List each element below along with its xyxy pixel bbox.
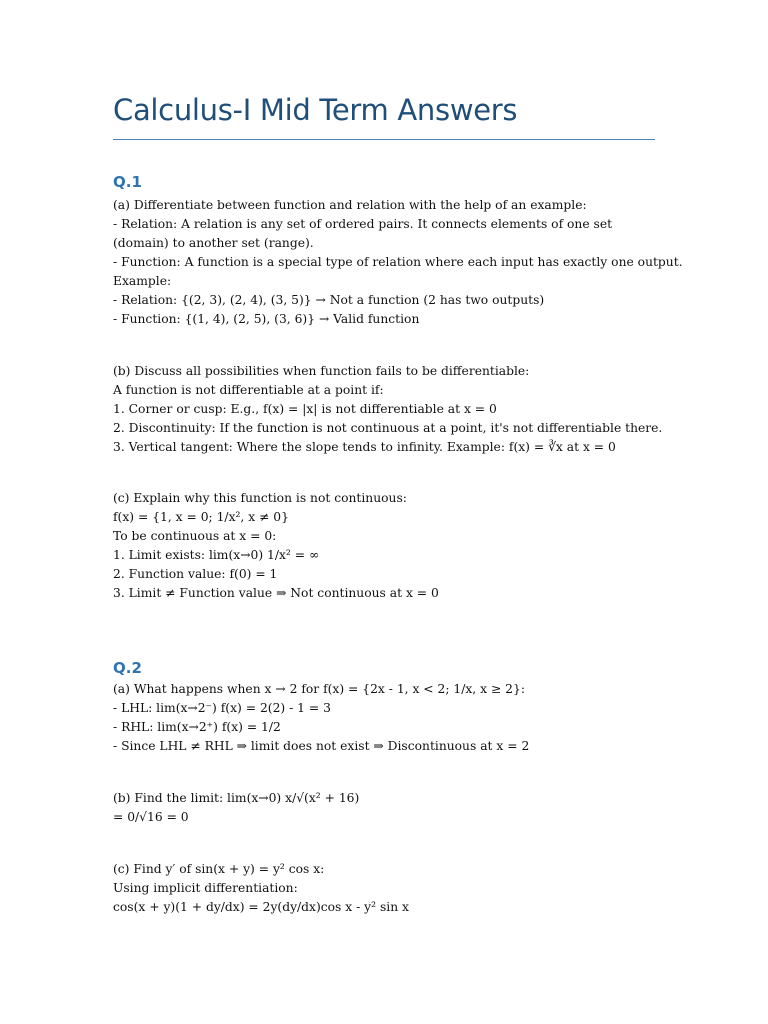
text-line: - Function: {(1, 4), (2, 5), (3, 6)} → Valid function <box>113 312 420 326</box>
text-line: 3. Limit ≠ Function value ⇒ Not continuous at x = 0 <box>113 586 439 600</box>
q2-part-c <box>113 860 658 917</box>
text-line: (a) Differentiate between function and relation with the help of an example: <box>113 198 587 212</box>
text-line: - Relation: A relation is any set of ordered pairs. It connects elements of one set (domain) to another set (range). <box>113 217 613 250</box>
text-line: To be continuous at x = 0: <box>113 529 277 543</box>
q2-part-b <box>113 789 658 827</box>
q1-part-c <box>113 489 658 603</box>
text-line: 3. Vertical tangent: Where the slope tends to infinity. Example: f(x) = ∛x at x = 0 <box>113 440 616 454</box>
text-line: 2. Function value: f(0) = 1 <box>113 567 278 581</box>
document-title: Calculus-I Mid Term Answers <box>113 93 518 127</box>
text-line: 1. Corner or cusp: E.g., f(x) = |x| is not differentiable at x = 0 <box>113 402 497 416</box>
text-line: = 0/√16 = 0 <box>113 810 189 824</box>
text-line: A function is not differentiable at a point if: <box>113 383 384 397</box>
question-2-heading: Q.2 <box>113 659 142 677</box>
title-underline <box>113 139 655 140</box>
text-line: - Since LHL ≠ RHL ⇒ limit does not exist ⇒ Discontinuous at x = 2 <box>113 739 530 753</box>
text-line: (c) Find y′ of sin(x + y) = y² cos x: <box>113 862 325 876</box>
text-line: (b) Find the limit: lim(x→0) x/√(x² + 16) <box>113 791 360 805</box>
text-line: f(x) = {1, x = 0; 1/x², x ≠ 0} <box>113 510 289 524</box>
text-line: 1. Limit exists: lim(x→0) 1/x² = ∞ <box>113 548 320 562</box>
text-line: - Function: A function is a special type of relation where each input has exactly one output. <box>113 255 683 269</box>
text-line: Example: <box>113 274 172 288</box>
q1-part-b <box>113 362 663 457</box>
text-line: - Relation: {(2, 3), (2, 4), (3, 5)} → Not a function (2 has two outputs) <box>113 293 545 307</box>
text-line: cos(x + y)(1 + dy/dx) = 2y(dy/dx)cos x - y² sin x <box>113 900 409 914</box>
text-line: (b) Discuss all possibilities when function fails to be differentiable: <box>113 364 530 378</box>
text-line: (a) What happens when x → 2 for f(x) = {2x - 1, x < 2; 1/x, x ≥ 2}: <box>113 682 525 696</box>
text-line: (c) Explain why this function is not continuous: <box>113 491 407 505</box>
question-1-heading: Q.1 <box>113 173 142 191</box>
text-line: - LHL: lim(x→2⁻) f(x) = 2(2) - 1 = 3 <box>113 701 331 715</box>
q1-part-a <box>113 196 683 329</box>
text-line: Using implicit differentiation: <box>113 881 298 895</box>
text-line: 2. Discontinuity: If the function is not continuous at a point, it's not differentiable there. <box>113 421 663 435</box>
text-line: - RHL: lim(x→2⁺) f(x) = 1/2 <box>113 720 281 734</box>
q2-part-a <box>113 680 658 756</box>
